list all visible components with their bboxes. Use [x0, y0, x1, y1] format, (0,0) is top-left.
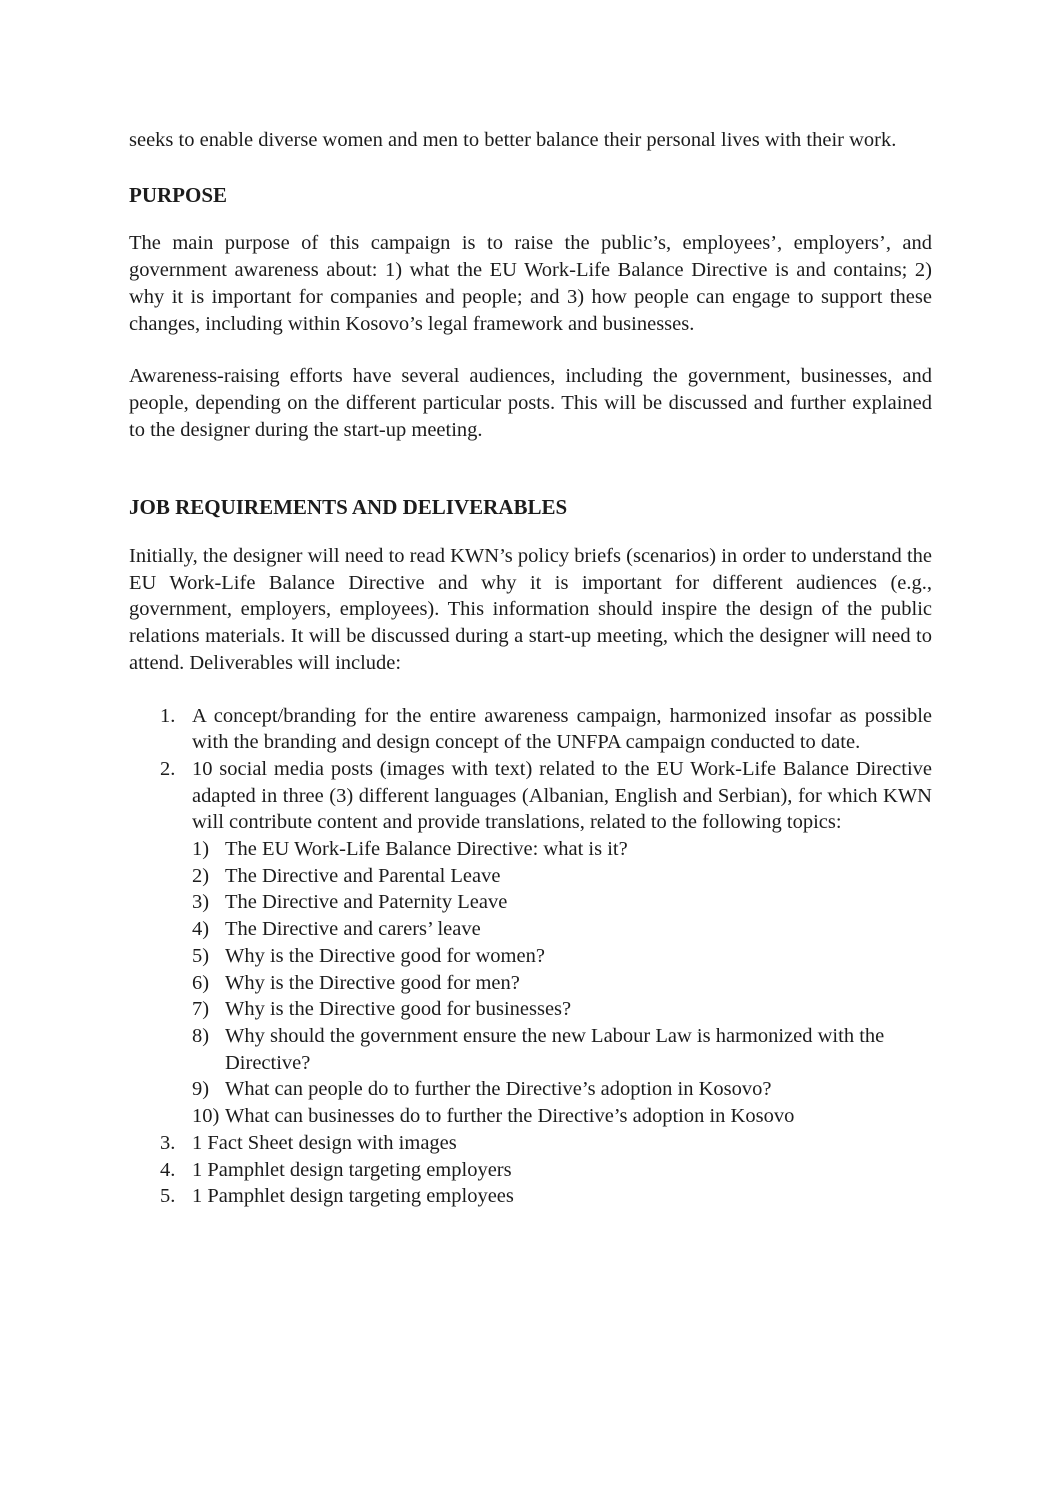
- topic-item: [192, 889, 932, 916]
- topic-item: [192, 1076, 932, 1103]
- topic-number: 6): [192, 971, 210, 994]
- topics-list: [192, 836, 932, 1130]
- topic-item: [192, 916, 932, 943]
- topic-text: Why should the government ensure the new Labour Law is harmonized with the Directive?: [225, 1024, 885, 1074]
- topic-text: The Directive and Parental Leave: [225, 864, 501, 887]
- deliverable-text: 1 Pamphlet design targeting employers: [192, 1158, 512, 1181]
- topic-text: Why is the Directive good for men?: [225, 971, 520, 994]
- topic-number: 1): [192, 838, 210, 861]
- document-page: [129, 127, 932, 1210]
- deliverable-number: 2.: [160, 757, 176, 780]
- deliverable-item: [129, 1157, 932, 1184]
- purpose-paragraph-2: Awareness-raising efforts have several audiences, including the government, businesses, and people, depending on the different particular posts. This will be discussed and further explained to the designer during the start-up meeting.: [129, 365, 932, 441]
- deliverables-list: [129, 703, 932, 1210]
- deliverable-number: 5.: [160, 1185, 176, 1208]
- deliverable-number: 3.: [160, 1131, 176, 1154]
- topic-item: [192, 1023, 932, 1076]
- purpose-paragraph-1: The main purpose of this campaign is to raise the public’s, employees’, employers’, and government awareness about: 1) what the EU Work-Life Balance Directive is and contains; 2) why it is important for companies and people; and 3) how people can engage to support these changes, including within Kosovo’s legal framework and businesses.: [129, 232, 932, 335]
- deliverable-item: [129, 703, 932, 756]
- topic-number: 3): [192, 891, 210, 914]
- intro-continuation: seeks to enable diverse women and men to better balance their personal lives with their work.: [129, 129, 897, 151]
- topic-text: Why is the Directive good for businesses?: [225, 998, 572, 1021]
- topic-item: [192, 996, 932, 1023]
- deliverable-text: 1 Fact Sheet design with images: [192, 1131, 457, 1154]
- topic-number: 7): [192, 998, 210, 1021]
- deliverable-text: 10 social media posts (images with text) related to the EU Work-Life Balance Directive adapted in three (3) different languages (Albanian, English and Serbian), for which KWN will contribute content and provide translations, related to the following topics:: [192, 757, 932, 834]
- deliverable-item: [129, 1183, 932, 1210]
- topic-text: What can people do to further the Directive’s adoption in Kosovo?: [225, 1078, 772, 1101]
- topic-item: [192, 863, 932, 890]
- topic-number: 2): [192, 864, 210, 887]
- purpose-heading: PURPOSE: [129, 182, 228, 207]
- topic-text: Why is the Directive good for women?: [225, 944, 545, 967]
- deliverable-item: [129, 1130, 932, 1157]
- deliverable-number: 4.: [160, 1158, 176, 1181]
- job-requirements-paragraph: Initially, the designer will need to read KWN’s policy briefs (scenarios) in order to understand the EU Work-Life Balance Directive and why it is important for different audiences (e.g., government, employers, employees). This information should inspire the design of the public relations materials. It will be discussed during a start-up meeting, which the designer will need to attend. Deliverables will include:: [129, 545, 932, 674]
- deliverable-item: [129, 756, 932, 1130]
- topic-number: 4): [192, 918, 210, 941]
- deliverable-text: A concept/branding for the entire awareness campaign, harmonized insofar as possible with the branding and design concept of the UNFPA campaign conducted to date.: [192, 704, 932, 754]
- topic-text: The Directive and carers’ leave: [225, 918, 481, 941]
- topic-number: 9): [192, 1078, 210, 1101]
- topic-item: [192, 943, 932, 970]
- job-requirements-heading: JOB REQUIREMENTS AND DELIVERABLES: [129, 495, 568, 520]
- topic-item: [192, 836, 932, 863]
- topic-number: 8): [192, 1024, 210, 1047]
- topic-text: The Directive and Paternity Leave: [225, 891, 508, 914]
- topic-text: What can businesses do to further the Directive’s adoption in Kosovo: [225, 1105, 795, 1128]
- topic-number: 5): [192, 944, 210, 967]
- topic-item: [192, 970, 932, 997]
- topic-text: The EU Work-Life Balance Directive: what is it?: [225, 838, 628, 861]
- topic-number: 10): [192, 1105, 220, 1128]
- deliverable-text: 1 Pamphlet design targeting employees: [192, 1185, 514, 1208]
- deliverable-number: 1.: [160, 704, 176, 727]
- topic-item: [192, 1103, 932, 1130]
